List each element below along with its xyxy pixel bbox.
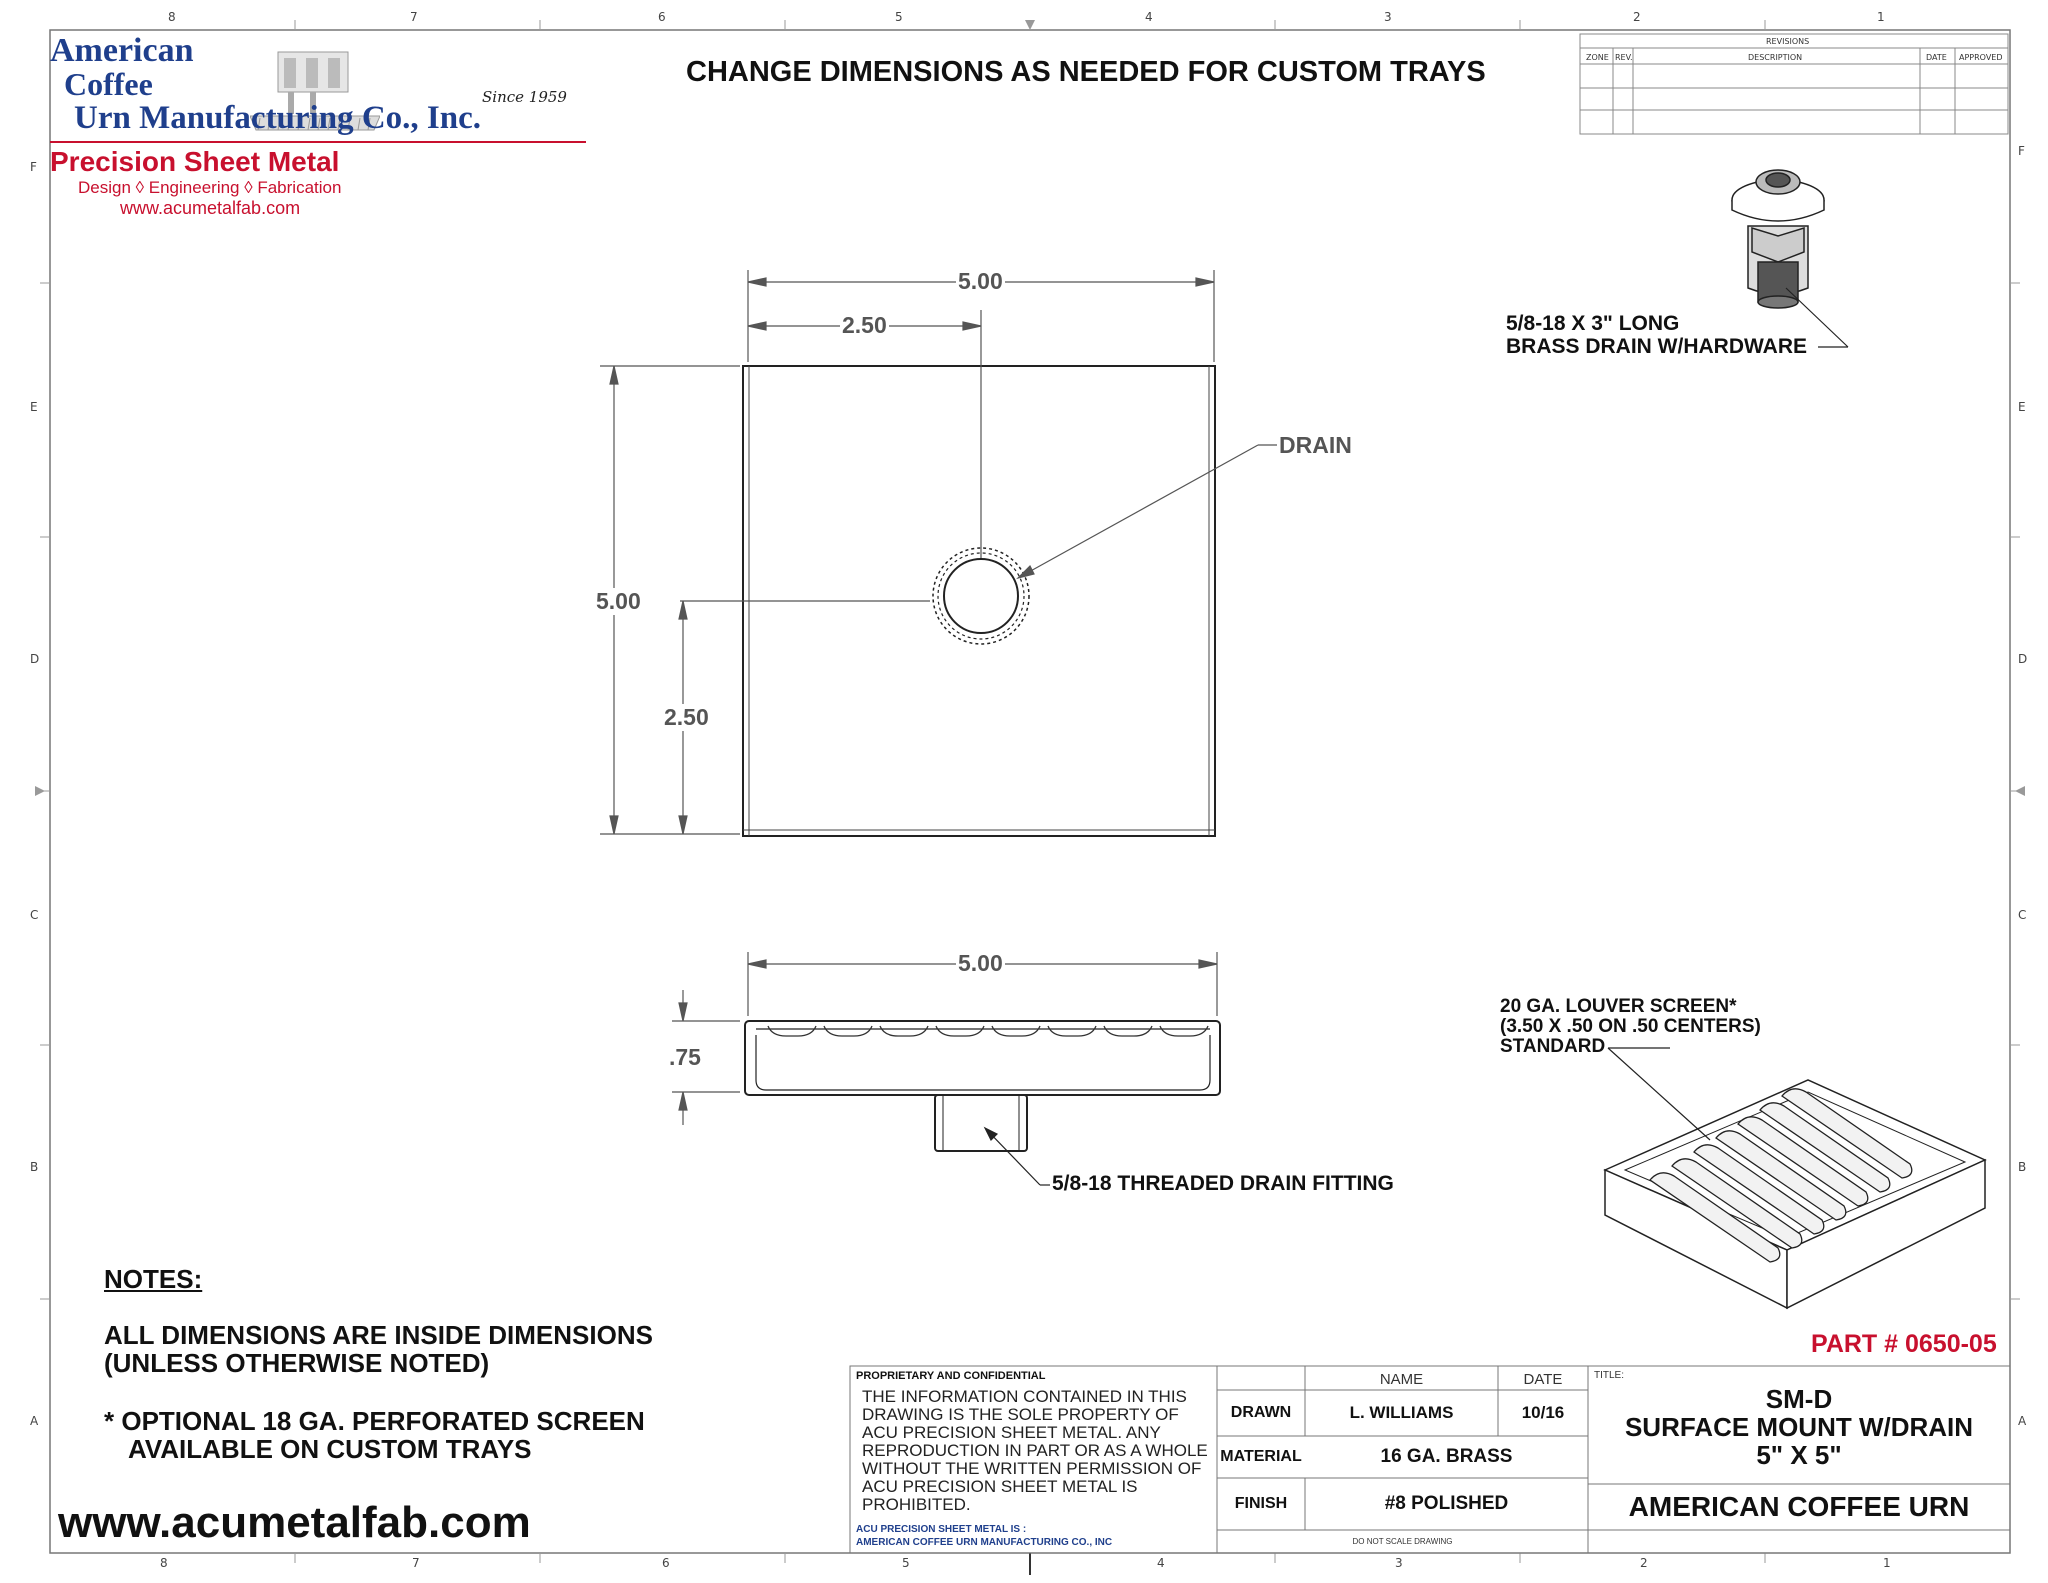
title-line-2: SURFACE MOUNT W/DRAIN: [1624, 1411, 1974, 1442]
zone-left-F: F: [30, 160, 37, 174]
zone-right-E: E: [2018, 400, 2026, 414]
zone-top-2: 2: [1633, 10, 1641, 24]
logo-url[interactable]: www.acumetalfab.com: [120, 198, 301, 218]
note-1-line-2: (UNLESS OTHERWISE NOTED): [104, 1348, 490, 1378]
dim-top-width: 5.00: [958, 268, 1003, 294]
louver-screen-leader: [1608, 1048, 1710, 1140]
company-name: AMERICAN COFFEE URN: [1628, 1491, 1970, 1522]
callout-screen-line1: 20 GA. LOUVER SCREEN*: [1500, 996, 1737, 1017]
zone-left-B: B: [30, 1160, 39, 1174]
part-number: PART # 0650-05: [1811, 1330, 1997, 1358]
zone-top-3: 3: [1384, 10, 1392, 24]
do-not-scale: DO NOT SCALE DRAWING: [1352, 1537, 1453, 1546]
zone-bottom-6: 6: [662, 1556, 670, 1570]
brass-drain-illustration: [1732, 170, 1824, 308]
drawn-date: 10/16: [1521, 1403, 1565, 1422]
zone-top-6: 6: [658, 10, 666, 24]
proprietary-text: THE INFORMATION CONTAINED IN THIS DRAWING IS THE SOLE PROPERTY OF ACU PRECISION SHEET METAL. ANY REPRODUCTION IN PART OR AS A WHOLE WITHOUT THE WRITTEN PERMISSION OF ACU PRECISION SHEET METAL IS PROHIBITED.: [862, 1387, 1208, 1514]
zone-top-1: 1: [1877, 10, 1885, 24]
revisions-col-approved: APPROVED: [1959, 53, 2003, 62]
zone-bottom-5: 5: [902, 1556, 910, 1570]
drain-hole: [933, 548, 1029, 644]
title-label: TITLE:: [1594, 1370, 1625, 1381]
callout-screen-line2: (3.50 X .50 ON .50 CENTERS): [1500, 1016, 1761, 1037]
louver-profile: [768, 1026, 1208, 1036]
zone-right-F: F: [2018, 144, 2025, 158]
callout-brass-drain-line1: 5/8-18 X 3" LONG: [1506, 312, 1680, 335]
dim-side-height: .75: [669, 1044, 701, 1070]
fitting-leader: [985, 1128, 1050, 1185]
dim-side-width: 5.00: [958, 950, 1003, 976]
callout-brass-drain-line2: BRASS DRAIN W/HARDWARE: [1506, 335, 1807, 358]
center-mark-right: [2015, 786, 2025, 796]
zone-bottom-8: 8: [160, 1556, 168, 1570]
zone-left-C: C: [30, 908, 39, 922]
logo-since: Since 1959: [482, 88, 567, 106]
revisions-col-zone: ZONE: [1586, 53, 1609, 62]
zone-top-4: 4: [1145, 10, 1153, 24]
revisions-col-description: DESCRIPTION: [1748, 53, 1803, 62]
revisions-col-date: DATE: [1926, 53, 1947, 62]
zone-right-B: B: [2018, 1160, 2027, 1174]
acu-line-2: AMERICAN COFFEE URN MANUFACTURING CO., INC: [856, 1537, 1113, 1548]
note-2-line-1: * OPTIONAL 18 GA. PERFORATED SCREEN: [104, 1406, 645, 1436]
zone-top-5: 5: [895, 10, 903, 24]
drawn-name: L. WILLIAMS: [1349, 1403, 1454, 1422]
notes-heading: NOTES:: [104, 1264, 203, 1294]
acu-line-1: ACU PRECISION SHEET METAL IS :: [856, 1524, 1027, 1535]
revisions-col-rev: REV.: [1615, 53, 1633, 62]
zone-right-C: C: [2018, 908, 2027, 922]
name-header: NAME: [1379, 1370, 1424, 1388]
finish-value: #8 POLISHED: [1384, 1493, 1509, 1514]
zone-bottom-4: 4: [1157, 1556, 1165, 1570]
logo-line-urn: Urn Manufacturing Co., Inc.: [74, 100, 482, 136]
center-mark-left: [35, 786, 45, 796]
material-label: MATERIAL: [1220, 1448, 1302, 1465]
callout-drain: DRAIN: [1279, 432, 1352, 458]
zone-left-E: E: [30, 400, 38, 414]
center-mark-top: [1025, 20, 1035, 30]
footer-url[interactable]: www.acumetalfab.com: [58, 1498, 531, 1547]
logo-divider: [50, 141, 586, 143]
zone-bottom-3: 3: [1395, 1556, 1403, 1570]
top-view-dimensions: [600, 270, 1214, 834]
dim-left-half-height: 2.50: [664, 704, 709, 730]
finish-label: FINISH: [1234, 1495, 1288, 1512]
proprietary-heading: PROPRIETARY AND CONFIDENTIAL: [856, 1370, 1046, 1382]
logo-line-coffee: Coffee: [64, 66, 153, 102]
date-header: DATE: [1523, 1370, 1563, 1388]
side-view: [745, 1021, 1220, 1151]
revisions-table: [1580, 34, 2008, 134]
company-logo: [50, 32, 590, 222]
zone-top-8: 8: [168, 10, 176, 24]
title-line-1: SM-D: [1765, 1383, 1833, 1414]
note-1-line-1: ALL DIMENSIONS ARE INSIDE DIMENSIONS: [104, 1320, 653, 1350]
material-value: 16 GA. BRASS: [1380, 1446, 1513, 1467]
note-2-line-2: AVAILABLE ON CUSTOM TRAYS: [128, 1434, 532, 1464]
drain-leader: [1018, 445, 1278, 578]
callout-screen-line3: STANDARD: [1500, 1036, 1606, 1057]
dim-top-half-width: 2.50: [842, 312, 887, 338]
zone-bottom-7: 7: [412, 1556, 420, 1570]
drawn-label: DRAWN: [1230, 1404, 1292, 1421]
side-view-dimensions: [672, 952, 1217, 1125]
callout-threaded-fitting: 5/8-18 THREADED DRAIN FITTING: [1052, 1172, 1394, 1195]
zone-right-A: A: [2018, 1414, 2027, 1428]
zone-left-D: D: [30, 652, 40, 666]
logo-services: Design ◊ Engineering ◊ Fabrication: [78, 178, 342, 197]
zone-bottom-2: 2: [1640, 1556, 1648, 1570]
zone-left-A: A: [30, 1414, 39, 1428]
title-line-3: 5" X 5": [1756, 1439, 1842, 1470]
logo-tagline: Precision Sheet Metal: [50, 146, 340, 177]
zone-top-7: 7: [410, 10, 418, 24]
logo-line-american: American: [50, 32, 194, 69]
revisions-title: REVISIONS: [1766, 37, 1810, 46]
zone-bottom-1: 1: [1883, 1556, 1891, 1570]
header-note: CHANGE DIMENSIONS AS NEEDED FOR CUSTOM TRAYS: [686, 56, 1486, 88]
dim-left-height: 5.00: [596, 588, 641, 614]
zone-right-D: D: [2018, 652, 2028, 666]
